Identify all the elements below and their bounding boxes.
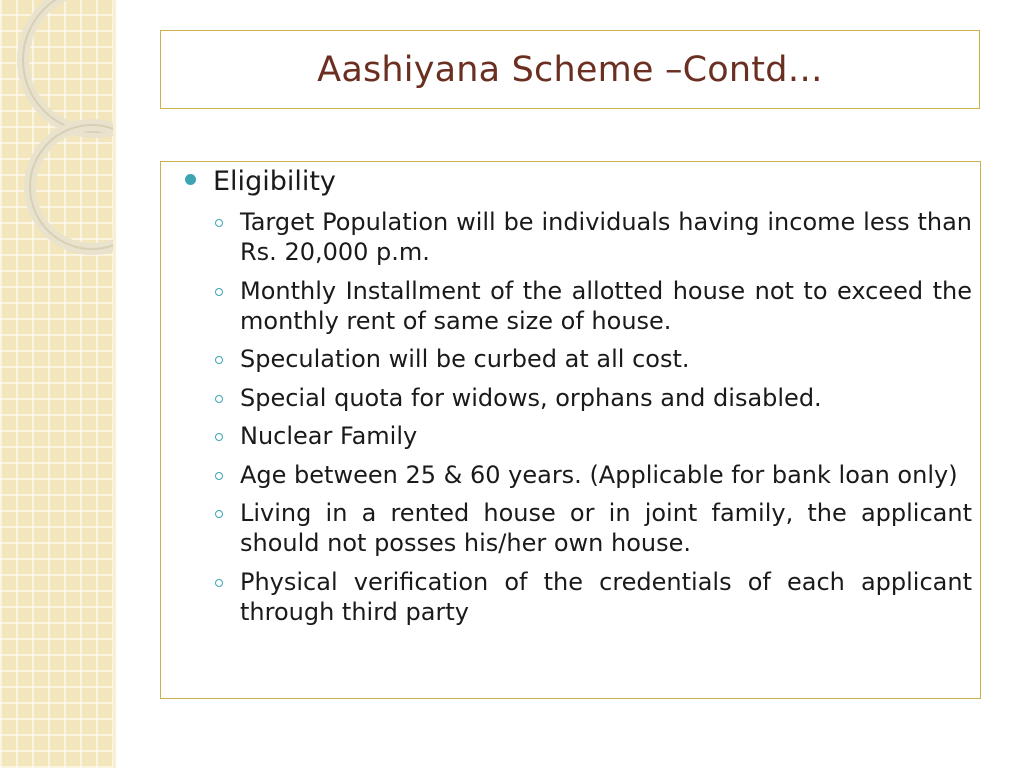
hollow-circle-bullet-icon xyxy=(215,433,223,441)
content-box xyxy=(160,161,981,699)
list-item xyxy=(215,383,972,413)
filled-circle-bullet-icon xyxy=(185,174,196,185)
title-box xyxy=(160,30,980,109)
hollow-circle-bullet-icon xyxy=(215,356,223,364)
eligibility-criteria-list xyxy=(215,207,972,635)
hollow-circle-bullet-icon xyxy=(215,579,223,587)
eligibility-label: Eligibility xyxy=(213,166,336,197)
hollow-circle-bullet-icon xyxy=(215,510,223,518)
list-item-text: Age between 25 & 60 years. (Applicable for bank loan only) xyxy=(240,460,958,489)
list-item-text: Nuclear Family xyxy=(240,422,418,450)
slide-title: Aashiyana Scheme –Contd… xyxy=(317,49,823,90)
list-item xyxy=(215,276,972,336)
list-item xyxy=(215,498,972,558)
list-item xyxy=(215,460,972,490)
list-item xyxy=(215,421,972,451)
list-item xyxy=(215,207,972,267)
list-item-text: Monthly Installment of the allotted house not to exceed the monthly rent of same size of house. xyxy=(240,276,972,335)
eligibility-heading xyxy=(185,166,955,197)
list-item-text: Physical verification of the credentials of each applicant through third party xyxy=(240,567,972,626)
hollow-circle-bullet-icon xyxy=(215,219,223,227)
list-item-text: Target Population will be individuals having income less than Rs. 20,000 p.m. xyxy=(240,208,972,266)
decorative-sidebar xyxy=(0,0,116,768)
hollow-circle-bullet-icon xyxy=(215,472,223,480)
list-item xyxy=(215,567,972,627)
hollow-circle-bullet-icon xyxy=(215,288,223,296)
list-item-text: Speculation will be curbed at all cost. xyxy=(240,345,690,373)
list-item xyxy=(215,344,972,374)
list-item-text: Living in a rented house or in joint family, the applicant should not posses his/her own house. xyxy=(240,499,972,557)
decorative-rings-icon xyxy=(0,0,113,768)
list-item-text: Special quota for widows, orphans and disabled. xyxy=(240,383,822,412)
hollow-circle-bullet-icon xyxy=(215,395,223,403)
